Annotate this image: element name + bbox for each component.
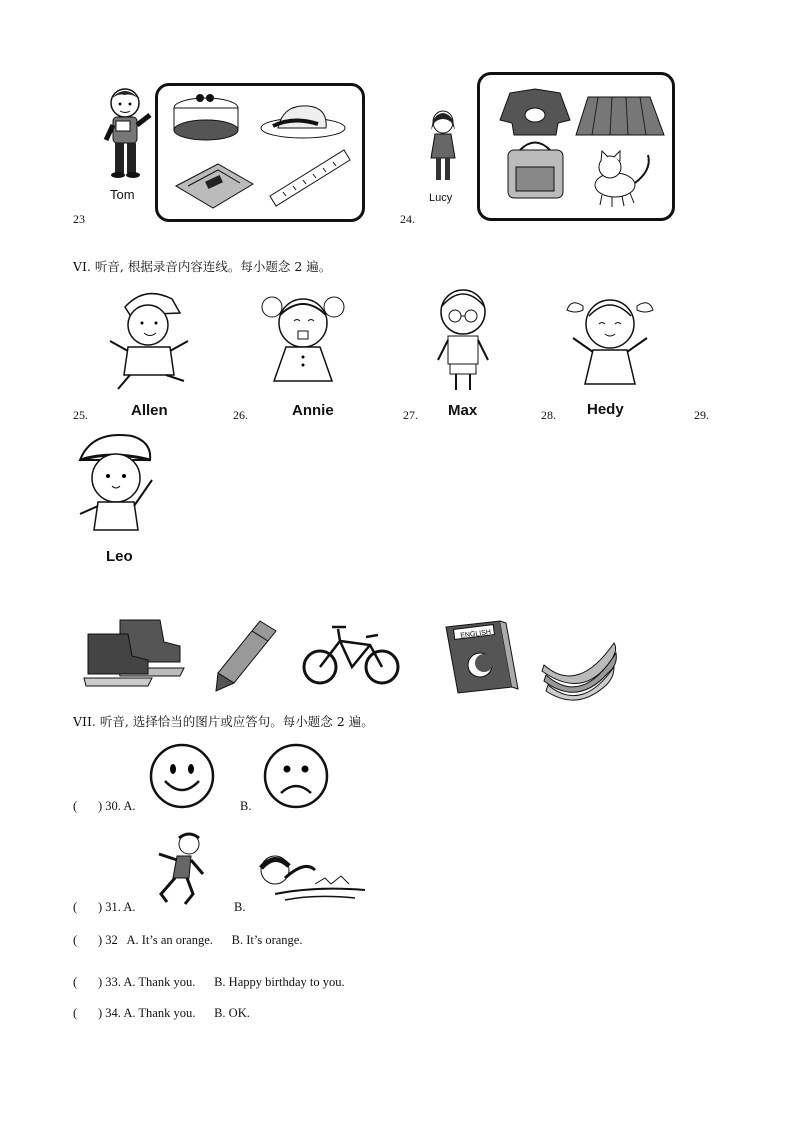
leo-label: Leo (106, 548, 133, 565)
q32-open-paren[interactable]: ( (73, 933, 78, 947)
max-figure (428, 282, 498, 397)
q24-number: 24. (400, 212, 415, 226)
english-book-icon (440, 617, 520, 697)
q31-open-paren[interactable]: ( (73, 900, 78, 914)
section-7-instruction: VII. 听音, 选择恰当的图片或应答句。每小题念 2 遍。 (73, 714, 374, 729)
q30-open-paren[interactable]: ( (73, 799, 78, 813)
q25-number: 25. (73, 408, 88, 422)
q23-tom-figure (100, 85, 160, 185)
annie-figure (258, 285, 348, 395)
allen-figure (100, 285, 195, 395)
q33-open-paren[interactable]: ( (73, 975, 78, 989)
hat-icon (261, 106, 345, 138)
skirt-icon (576, 97, 664, 135)
ruler-icon (270, 150, 350, 206)
annie-label: Annie (292, 402, 334, 419)
q27-number: 27. (403, 408, 418, 422)
schoolbag-icon (508, 143, 563, 199)
q31-label: ) 31. A. (98, 900, 136, 914)
book-cover-label: ENGLISH (459, 628, 492, 640)
book-icon (176, 164, 253, 208)
crayon-icon (212, 617, 282, 692)
hedy-figure (565, 288, 655, 396)
q23-picture-frame (155, 83, 365, 222)
q24-person-label: Lucy (429, 192, 453, 204)
section-6-instruction: VI. 听音, 根据录音内容连线。每小题念 2 遍。 (73, 259, 332, 274)
hedy-label: Hedy (587, 401, 624, 418)
q34-text: ) 34. A. Thank you. B. OK. (98, 1006, 250, 1020)
q33-text: ) 33. A. Thank you. B. Happy birthday to you. (98, 975, 345, 989)
cat-icon (595, 151, 649, 207)
q30-label: ) 30. A. (98, 799, 136, 813)
q24-picture-frame (477, 72, 675, 221)
leo-figure (72, 430, 162, 545)
running-boy-icon (147, 830, 212, 910)
sad-face-icon (263, 743, 329, 809)
q23-person-label: Tom (110, 187, 135, 202)
sweater-icon (500, 89, 570, 135)
smiley-face-icon (149, 743, 215, 809)
q34-open-paren[interactable]: ( (73, 1006, 78, 1020)
q23-number: 23 (73, 212, 85, 226)
bicycle-icon (300, 615, 404, 690)
max-label: Max (448, 402, 478, 419)
q30-option-b-label: B. (240, 799, 252, 813)
q28-number: 28. (541, 408, 556, 422)
cake-icon (174, 94, 238, 140)
bananas-icon (538, 635, 620, 700)
allen-label: Allen (131, 402, 168, 419)
swimming-boy-icon (255, 850, 373, 910)
q29-number: 29. (694, 408, 709, 422)
q24-lucy-figure (425, 108, 465, 188)
ice-skates-icon (80, 612, 190, 687)
q26-number: 26. (233, 408, 248, 422)
q32-text: ) 32 A. It’s an orange. B. It’s orange. (98, 933, 303, 947)
q31-option-b-label: B. (234, 900, 246, 914)
